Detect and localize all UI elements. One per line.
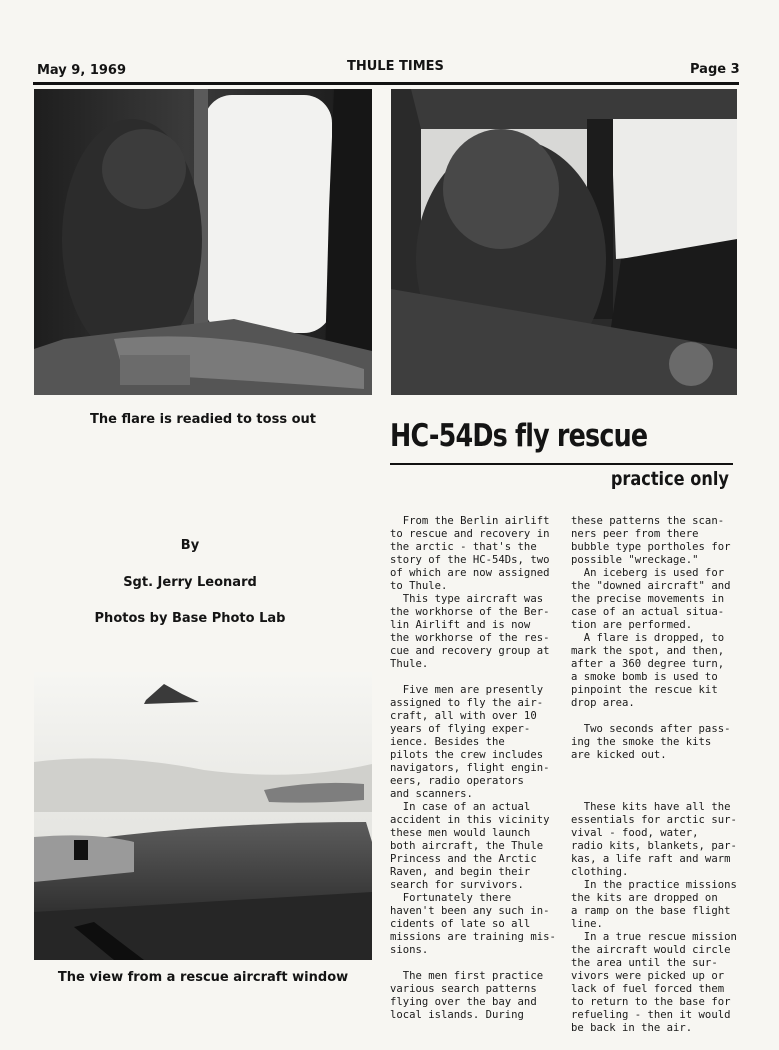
header-rule: [33, 82, 739, 85]
photo-flare-image: [34, 89, 372, 395]
headline-rule: [390, 463, 733, 465]
photo-cockpit: [391, 89, 737, 395]
page-number: Page 3: [690, 62, 740, 77]
photo-flare: [34, 89, 372, 395]
byline-author: Sgt. Jerry Leonard: [123, 575, 257, 590]
newspaper-name: THULE TIMES: [347, 59, 444, 74]
byline-by: By: [180, 538, 200, 553]
photo-window-view-image: [34, 672, 372, 960]
article-headline: HC-54Ds fly rescue: [390, 418, 648, 454]
caption-window-view: The view from a rescue aircraft window: [57, 970, 349, 985]
caption-flare: The flare is readied to toss out: [90, 412, 316, 427]
issue-date: May 9, 1969: [37, 63, 127, 78]
photo-window-view: [34, 672, 372, 960]
photo-cockpit-image: [391, 89, 737, 395]
byline-photos: Photos by Base Photo Lab: [94, 611, 286, 626]
article-column-1: From the Berlin airlift to rescue and recovery in the arctic - that's the story of the HC-54Ds, two of which are now assigned to Thule. This type aircraft was the workhorse of the Ber- lin Airlift and is now the workhorse of the res- cue and recovery group at Thule. Five men are presently assigned to fly the air- craft, all with over 10 years of flying exper- ience. Besides the pilots the crew includes navigators, flight engin- eers, radio operators and scanners. In case of an actual accident in this vicinity these men would launch both aircraft, the Thule Princess and the Arctic Raven, and begin their search for survivors. Fortunately there haven't been any such in- cidents of late so all missions are training mis- sions. The men first practice various search patterns flying over the bay and local islands. During: [390, 515, 556, 1021]
article-subhead: practice only: [610, 468, 729, 490]
article-column-2: these patterns the scan- ners peer from there bubble type portholes for possible "wreckage." An iceberg is used for the "downed aircraft" and the precise movements in case of an actual situa- tion are performed. A flare is dropped, to mark the spot, and then, after a 360 degree turn, a smoke bomb is used to pinpoint the rescue kit drop area. Two seconds after pass- ing the smoke the kits are kicked out. These kits have all the essentials for arctic sur- vival - food, water, radio kits, blankets, par- kas, a life raft and warm clothing. In the practice missions the kits are dropped on a ramp on the base flight line. In a true rescue mission the aircraft would circle the area until the sur- vivors were picked up or lack of fuel forced them to return to the base for refueling - then it would be back in the air.: [571, 515, 737, 1034]
